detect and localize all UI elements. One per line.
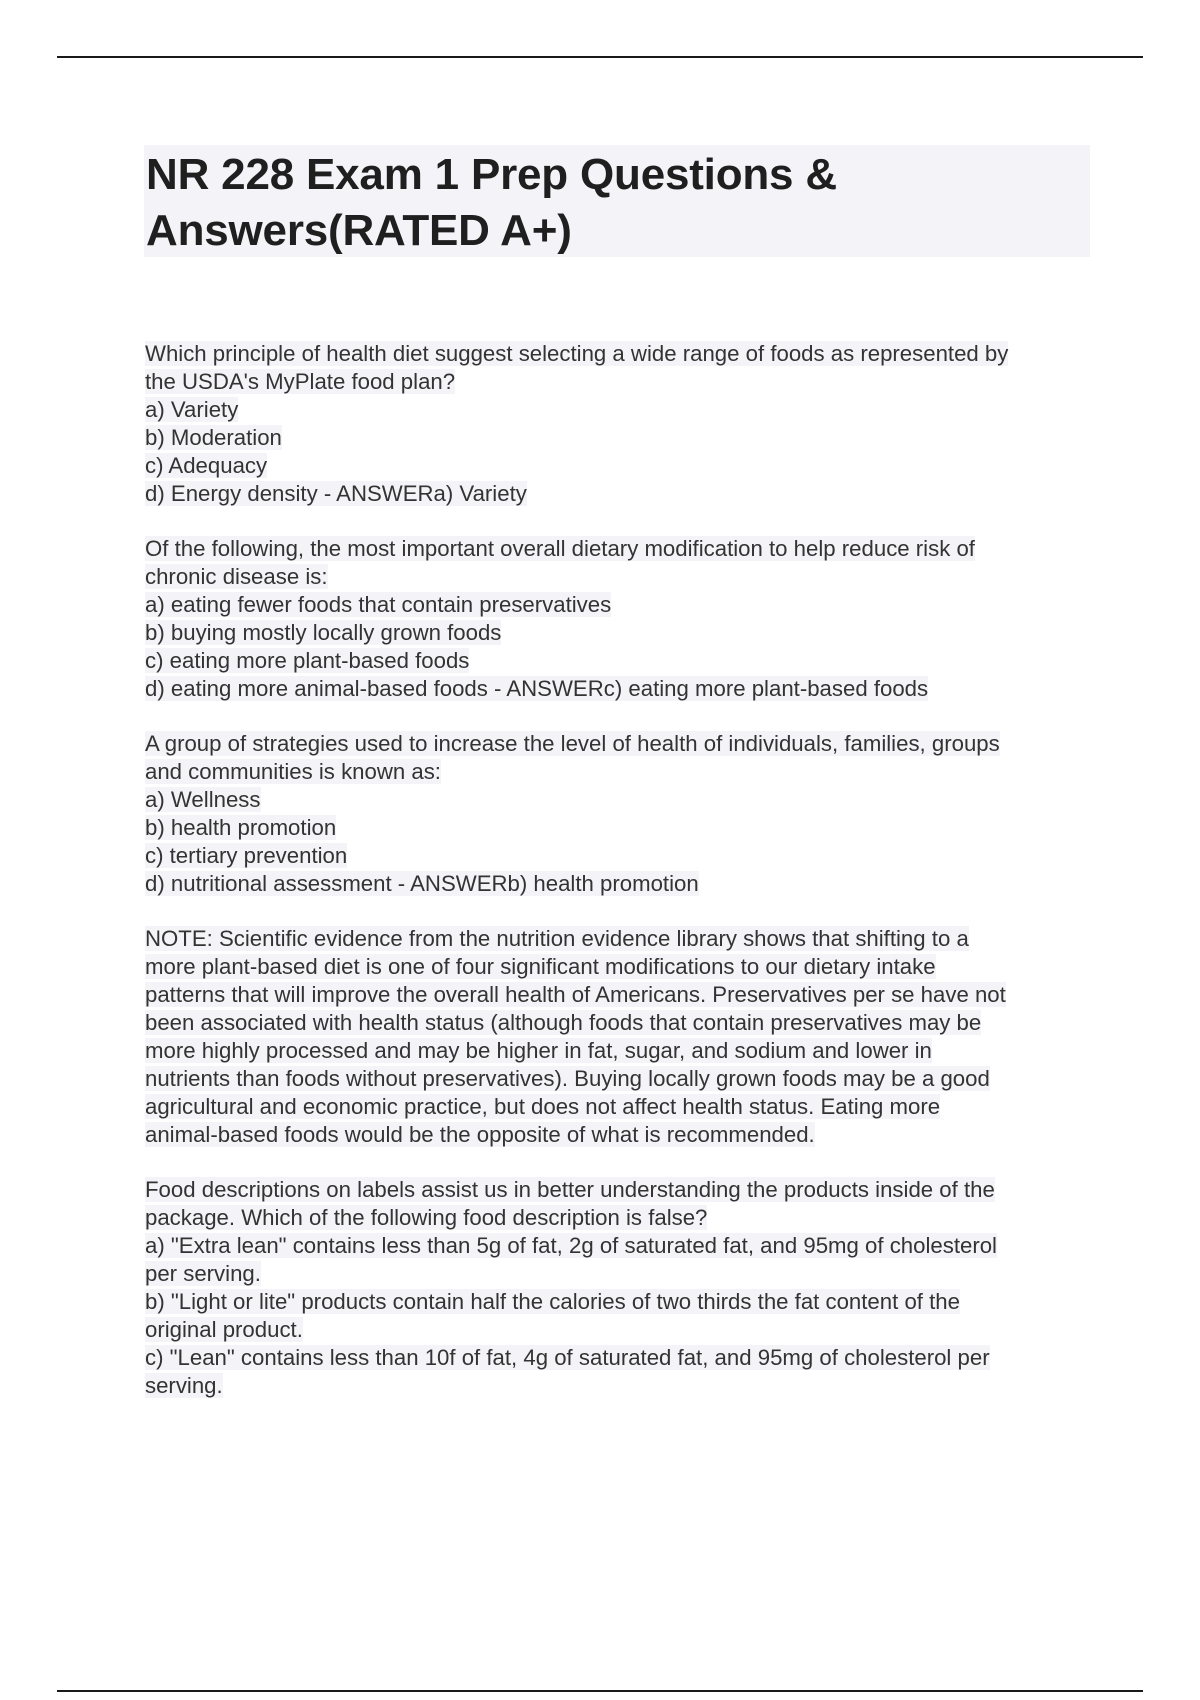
answer-option: b) health promotion <box>145 815 337 840</box>
answer-option: d) Energy density - ANSWERa) Variety <box>145 481 527 506</box>
top-rule <box>57 56 1143 58</box>
answer-option: per serving. <box>145 1261 261 1286</box>
text-line: Of the following, the most important overall dietary modification to help reduce risk of <box>145 536 975 561</box>
answer-option: c) eating more plant-based foods <box>145 648 470 673</box>
answer-option: a) Variety <box>145 397 239 422</box>
text-line: been associated with health status (although foods that contain preservatives may be <box>145 1010 982 1035</box>
title-line-2: Answers(RATED A+) <box>146 206 572 255</box>
text-line: A group of strategies used to increase the level of health of individuals, families, groups <box>145 731 1000 756</box>
answer-option: serving. <box>145 1373 223 1398</box>
answer-option: d) eating more animal-based foods - ANSWERc) eating more plant-based foods <box>145 676 929 701</box>
document-body <box>145 340 1095 1427</box>
answer-option: a) "Extra lean" contains less than 5g of fat, 2g of saturated fat, and 95mg of cholesterol <box>145 1233 997 1258</box>
text-line: agricultural and economic practice, but does not affect health status. Eating more <box>145 1094 941 1119</box>
answer-option: b) Moderation <box>145 425 282 450</box>
text-line: animal-based foods would be the opposite of what is recommended. <box>145 1122 815 1147</box>
text-line: more plant-based diet is one of four significant modifications to our dietary intake <box>145 954 936 979</box>
answer-option: original product. <box>145 1317 303 1342</box>
answer-option: c) Adequacy <box>145 453 268 478</box>
answer-option: a) eating fewer foods that contain preservatives <box>145 592 612 617</box>
answer-option: b) buying mostly locally grown foods <box>145 620 502 645</box>
text-line: and communities is known as: <box>145 759 441 784</box>
text-line: chronic disease is: <box>145 564 328 589</box>
text-line: the USDA's MyPlate food plan? <box>145 369 456 394</box>
question-block-4 <box>145 1176 1095 1400</box>
text-line: package. Which of the following food description is false? <box>145 1205 708 1230</box>
answer-option: c) "Lean" contains less than 10f of fat, 4g of saturated fat, and 95mg of cholesterol per <box>145 1345 990 1370</box>
question-block-2 <box>145 535 1095 703</box>
question-block-3 <box>145 730 1095 898</box>
text-line: NOTE: Scientific evidence from the nutrition evidence library shows that shifting to a <box>145 926 969 951</box>
text-line: Which principle of health diet suggest selecting a wide range of foods as represented by <box>145 341 1009 366</box>
answer-option: d) nutritional assessment - ANSWERb) health promotion <box>145 871 699 896</box>
note-block <box>145 925 1095 1149</box>
question-block-1 <box>145 340 1095 508</box>
answer-option: c) tertiary prevention <box>145 843 348 868</box>
answer-option: b) "Light or lite" products contain half the calories of two thirds the fat content of the <box>145 1289 960 1314</box>
answer-option: a) Wellness <box>145 787 261 812</box>
text-line: Food descriptions on labels assist us in better understanding the products inside of the <box>145 1177 995 1202</box>
title-line-1: NR 228 Exam 1 Prep Questions & <box>146 150 837 199</box>
text-line: more highly processed and may be higher in fat, sugar, and sodium and lower in <box>145 1038 932 1063</box>
document-title <box>146 147 1086 259</box>
bottom-rule <box>57 1690 1143 1692</box>
text-line: patterns that will improve the overall health of Americans. Preservatives per se have not <box>145 982 1006 1007</box>
text-line: nutrients than foods without preservatives). Buying locally grown foods may be a good <box>145 1066 990 1091</box>
